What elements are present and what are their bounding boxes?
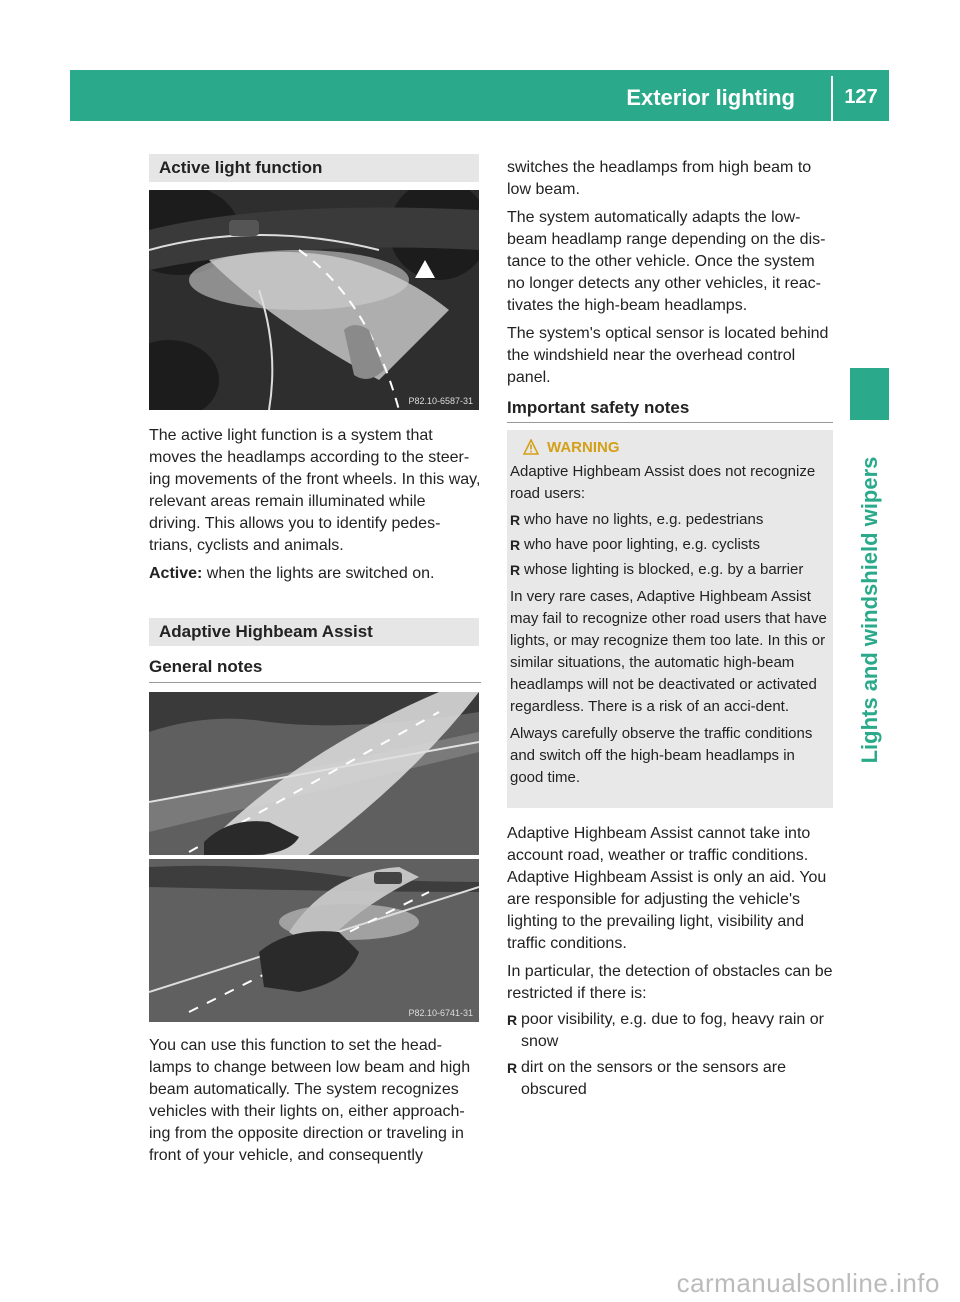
highbeam-heading bbox=[149, 618, 479, 646]
side-tab-marker bbox=[850, 368, 889, 420]
right-paragraph-5: In particular, the detection of obstacles can be restricted if there is: bbox=[507, 963, 833, 1002]
side-tab bbox=[850, 430, 889, 790]
right-paragraph-2: The system automatically adapts the low-beam headlamp range depending on the dis-tance to the other vehicle. Once the system no longer detects any other vehicles, it reac-tivates the high-beam headlamps. bbox=[507, 209, 826, 314]
active-light-paragraph: The active light function is a system that moves the headlamps according to the steer-ing movements of the front wheels. In this way, relevant areas remain illuminated while driving. This allows you to identify pedes-trians, cyclists and animals. bbox=[149, 427, 481, 554]
warning-triangle-icon bbox=[523, 439, 539, 455]
warning-intro: Adaptive Highbeam Assist does not recognize road users: bbox=[510, 463, 816, 502]
warning-paragraph-1: In very rare cases, Adaptive Highbeam Assist may fail to recognize other road users that have lights, or may recognize them too late. In this or similar situations, the automatic high-beam headlamps will not be deactivated or activated regardless. There is a risk of an acci-dent. bbox=[510, 588, 827, 715]
highbeam-illustration bbox=[149, 692, 479, 1022]
highbeam-paragraph: You can use this function to set the head-lamps to change between low beam and high beam automatically. The system recognizes vehicles with their lights on, either approach-ing from the opposite direction or traveling in front of your vehicle, and consequently bbox=[149, 1037, 471, 1164]
right-paragraph-3: The system's optical sensor is located behind the windshield near the overhead control panel. bbox=[507, 325, 829, 386]
warning-bullet: R who have no lights, e.g. pedestrians bbox=[510, 509, 830, 531]
divider bbox=[149, 682, 481, 683]
general-notes-heading: General notes bbox=[149, 657, 263, 676]
divider bbox=[507, 422, 833, 423]
right-intro bbox=[507, 157, 833, 389]
warning-box bbox=[507, 430, 833, 808]
night-road-illustration bbox=[149, 190, 479, 410]
figure-code: P82.10-6587-31 bbox=[408, 396, 473, 406]
header-bar bbox=[70, 70, 889, 121]
warning-bullet: R whose lighting is blocked, e.g. by a barrier bbox=[510, 559, 830, 581]
condition-bullet: R dirt on the sensors or the sensors are obscured bbox=[507, 1057, 833, 1101]
side-tab-label: Lights and windshield wipers bbox=[856, 456, 882, 764]
active-light-text bbox=[149, 425, 481, 585]
active-light-heading bbox=[149, 154, 479, 182]
active-label: Active: bbox=[149, 565, 203, 582]
highbeam-figure bbox=[149, 692, 479, 1022]
section-title: Exterior lighting bbox=[626, 85, 795, 110]
active-line bbox=[149, 563, 481, 585]
active-light-figure bbox=[149, 190, 479, 410]
active-value: when the lights are switched on. bbox=[202, 565, 435, 582]
warning-title-row bbox=[523, 436, 620, 458]
warning-content bbox=[510, 461, 830, 789]
condition-bullet: R poor visibility, e.g. due to fog, heavy rain or snow bbox=[507, 1009, 833, 1053]
safety-notes-heading: Important safety notes bbox=[507, 398, 690, 417]
warning-paragraph-2: Always carefully observe the traffic conditions and switch off the high-beam headlamps in good time. bbox=[510, 725, 813, 786]
page-number: 127 bbox=[844, 86, 878, 108]
highbeam-heading-text: Adaptive Highbeam Assist bbox=[159, 622, 373, 641]
warning-title: WARNING bbox=[547, 438, 620, 456]
right-body bbox=[507, 823, 833, 1101]
warning-bullet: R who have poor lighting, e.g. cyclists bbox=[510, 534, 830, 556]
right-paragraph-4: Adaptive Highbeam Assist cannot take into account road, weather or traffic conditions. Adaptive Highbeam Assist is only an aid. You are responsible for adjusting the vehicle's lighting to the prevailing light, visibility and traffic conditions. bbox=[507, 825, 827, 952]
figure-code: P82.10-6741-31 bbox=[408, 1008, 473, 1018]
highbeam-text bbox=[149, 1035, 481, 1167]
active-light-heading-text: Active light function bbox=[159, 158, 323, 177]
right-paragraph-1: switches the headlamps from high beam to low beam. bbox=[507, 159, 812, 198]
watermark: carmanualsonline.info bbox=[676, 1268, 940, 1298]
